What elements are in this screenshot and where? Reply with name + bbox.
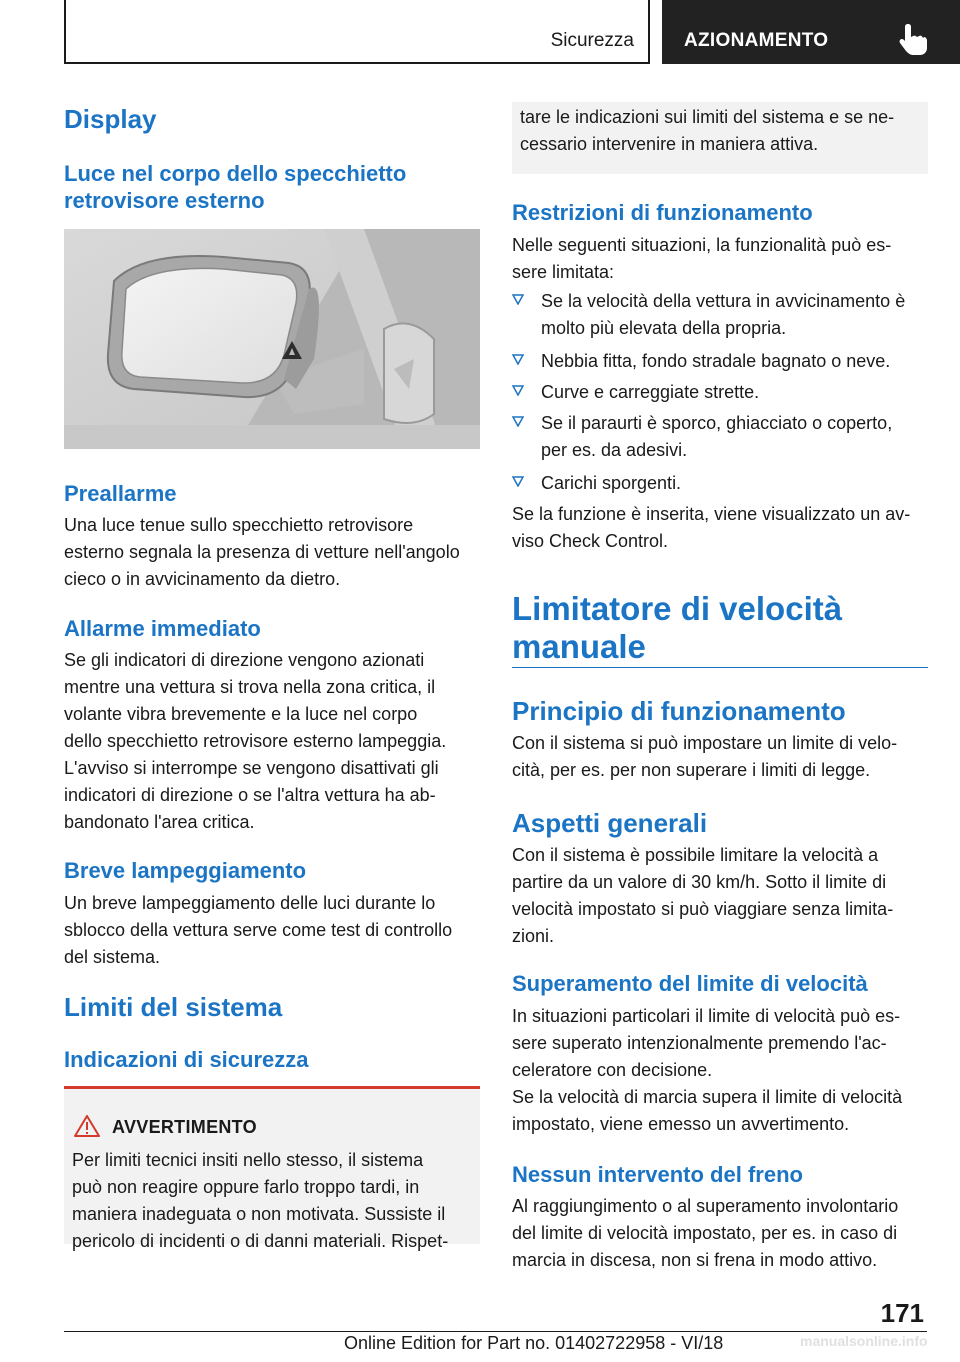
text-line: Una luce tenue sullo specchietto retrovisore bbox=[64, 515, 414, 535]
warning-triangle-icon bbox=[74, 1115, 100, 1137]
text-check-control bbox=[512, 501, 928, 555]
heading-system-limits: Limiti del sistema bbox=[64, 992, 283, 1022]
text-line: zioni. bbox=[512, 926, 555, 946]
text-line: velocità impostato si può viaggiare senza limita- bbox=[512, 899, 894, 919]
text-line: esterno segnala la presenza di vetture nell'angolo bbox=[64, 542, 460, 562]
text-warning-interrupt bbox=[64, 755, 480, 836]
text-line: Se il paraurti è sporco, ghiacciato o coperto, bbox=[541, 413, 893, 433]
list-item-text bbox=[541, 348, 928, 375]
text-line: Con il sistema si può impostare un limite di velo- bbox=[512, 733, 898, 753]
text-line: cità, per es. per non superare i limiti di legge. bbox=[512, 760, 871, 780]
text-principle bbox=[512, 730, 928, 784]
text-line: impostato, viene emesso un avvertimento. bbox=[512, 1114, 850, 1134]
text-line: L'avviso si interrompe se vengono disattivati gli bbox=[64, 758, 439, 778]
text-line: volante vibra brevemente e la luce nel corpo bbox=[64, 704, 418, 724]
text-line: cessario intervenire in maniera attiva. bbox=[520, 134, 819, 154]
heading-rule bbox=[512, 667, 928, 668]
heading-exceed-limit: Superamento del limite di velocità bbox=[512, 971, 868, 996]
text-line: marcia in discesa, non si frena in modo attivo. bbox=[512, 1250, 878, 1270]
heading-no-brake: Nessun intervento del freno bbox=[512, 1162, 803, 1187]
heading-speed-limiter-line2: manuale bbox=[512, 628, 646, 665]
heading-short-flash: Breve lampeggiamento bbox=[64, 858, 307, 883]
text-line: sblocco della vettura serve come test di controllo bbox=[64, 920, 453, 940]
heading-safety-notes: Indicazioni di sicurezza bbox=[64, 1047, 309, 1072]
text-line: Se la velocità di marcia supera il limite di velocità bbox=[512, 1087, 903, 1107]
header-rule-bottom bbox=[64, 62, 650, 64]
text-line: Curve e carreggiate strette. bbox=[541, 382, 760, 402]
text-line: Se gli indicatori di direzione vengono azionati bbox=[64, 650, 425, 670]
text-line: In situazioni particolari il limite di velocità può es- bbox=[512, 1006, 901, 1026]
heading-speed-limiter-line1: Limitatore di velocità bbox=[512, 590, 843, 627]
text-line: indicatori di direzione o se l'altra vettura ha ab- bbox=[64, 785, 436, 805]
text-line: mentre una vettura si trova nella zona critica, il bbox=[64, 677, 436, 697]
heading-immediate-alarm: Allarme immediato bbox=[64, 616, 261, 641]
header-rule-left bbox=[64, 0, 66, 64]
triangle-bullet-icon bbox=[512, 475, 524, 487]
page-number: 171 bbox=[880, 1298, 924, 1328]
text-prealarm bbox=[64, 512, 480, 593]
text-line: sere superato intenzionalmente premendo l'ac- bbox=[512, 1033, 887, 1053]
text-immediate-alarm bbox=[64, 647, 480, 755]
warning-box bbox=[64, 1086, 480, 1251]
text-line: Carichi sporgenti. bbox=[541, 473, 682, 493]
heading-display: Display bbox=[64, 104, 157, 134]
header-section-title: Sicurezza bbox=[550, 30, 634, 51]
text-line: Se la funzione è inserita, viene visualizzato un av- bbox=[512, 504, 911, 524]
text-line: Un breve lampeggiamento delle luci durante lo bbox=[64, 893, 436, 913]
side-mirror-warning-illustration bbox=[64, 229, 480, 449]
heading-general: Aspetti generali bbox=[512, 808, 708, 838]
text-short-flash bbox=[64, 890, 480, 971]
text-line: Nebbia fitta, fondo stradale bagnato o neve. bbox=[541, 351, 891, 371]
header-rule-right bbox=[648, 0, 650, 64]
text-line: celeratore con decisione. bbox=[512, 1060, 713, 1080]
text-line: pericolo di incidenti o di danni materiali. Rispet- bbox=[72, 1231, 449, 1251]
header-chapter-tab[interactable] bbox=[662, 0, 960, 64]
text-exceed-limit-2 bbox=[512, 1084, 928, 1138]
text-line: Per limiti tecnici insiti nello stesso, il sistema bbox=[72, 1150, 424, 1170]
heading-restrictions: Restrizioni di funzionamento bbox=[512, 200, 813, 225]
triangle-bullet-icon bbox=[512, 293, 524, 305]
triangle-bullet-icon bbox=[512, 384, 524, 396]
warning-text-continued bbox=[520, 104, 924, 158]
text-general bbox=[512, 842, 928, 950]
text-line: partire da un valore di 30 km/h. Sotto il limite di bbox=[512, 872, 887, 892]
triangle-bullet-icon bbox=[512, 415, 524, 427]
text-line: del limite di velocità impostato, per es. in caso di bbox=[512, 1223, 898, 1243]
list-item-text bbox=[541, 470, 928, 497]
warning-title: AVVERTIMENTO bbox=[112, 1117, 257, 1137]
heading-prealarm: Preallarme bbox=[64, 481, 177, 506]
text-line: cieco o in avvicinamento da dietro. bbox=[64, 569, 341, 589]
warning-text bbox=[72, 1147, 476, 1255]
text-line: può non reagire oppure farlo troppo tardi, in bbox=[72, 1177, 420, 1197]
text-exceed-limit-1 bbox=[512, 1003, 928, 1084]
text-line: tare le indicazioni sui limiti del sistema e se ne- bbox=[520, 107, 895, 127]
hand-pointer-icon bbox=[894, 22, 930, 56]
heading-mirror-light-line1: Luce nel corpo dello specchietto bbox=[64, 161, 407, 186]
header-chapter-label: AZIONAMENTO bbox=[684, 30, 829, 51]
list-item-text bbox=[541, 410, 928, 464]
heading-mirror-light-line2: retrovisore esterno bbox=[64, 188, 265, 213]
text-line: molto più elevata della propria. bbox=[541, 318, 787, 338]
text-line: per es. da adesivi. bbox=[541, 440, 688, 460]
text-line: sere limitata: bbox=[512, 262, 615, 282]
text-line: viso Check Control. bbox=[512, 531, 669, 551]
list-item-text bbox=[541, 379, 928, 406]
text-line: del sistema. bbox=[64, 947, 161, 967]
text-restrictions bbox=[512, 232, 928, 286]
triangle-bullet-icon bbox=[512, 353, 524, 365]
heading-principle: Principio di funzionamento bbox=[512, 696, 846, 726]
text-line: Nelle seguenti situazioni, la funzionalità può es- bbox=[512, 235, 892, 255]
footer-edition: Online Edition for Part no. 01402722958 - VI/18 bbox=[344, 1333, 724, 1353]
text-no-brake bbox=[512, 1193, 928, 1274]
footer-watermark: manualsonline.info bbox=[800, 1333, 928, 1349]
list-item-text bbox=[541, 288, 928, 342]
text-line: Se la velocità della vettura in avvicinamento è bbox=[541, 291, 906, 311]
text-line: dello specchietto retrovisore esterno lampeggia. bbox=[64, 731, 447, 751]
text-line: Con il sistema è possibile limitare la velocità a bbox=[512, 845, 879, 865]
warning-box-continued bbox=[512, 102, 928, 174]
text-line: Al raggiungimento o al superamento involontario bbox=[512, 1196, 899, 1216]
text-line: maniera inadeguata o non motivata. Sussiste il bbox=[72, 1204, 446, 1224]
text-line: bandonato l'area critica. bbox=[64, 812, 255, 832]
footer-rule bbox=[64, 1331, 927, 1332]
